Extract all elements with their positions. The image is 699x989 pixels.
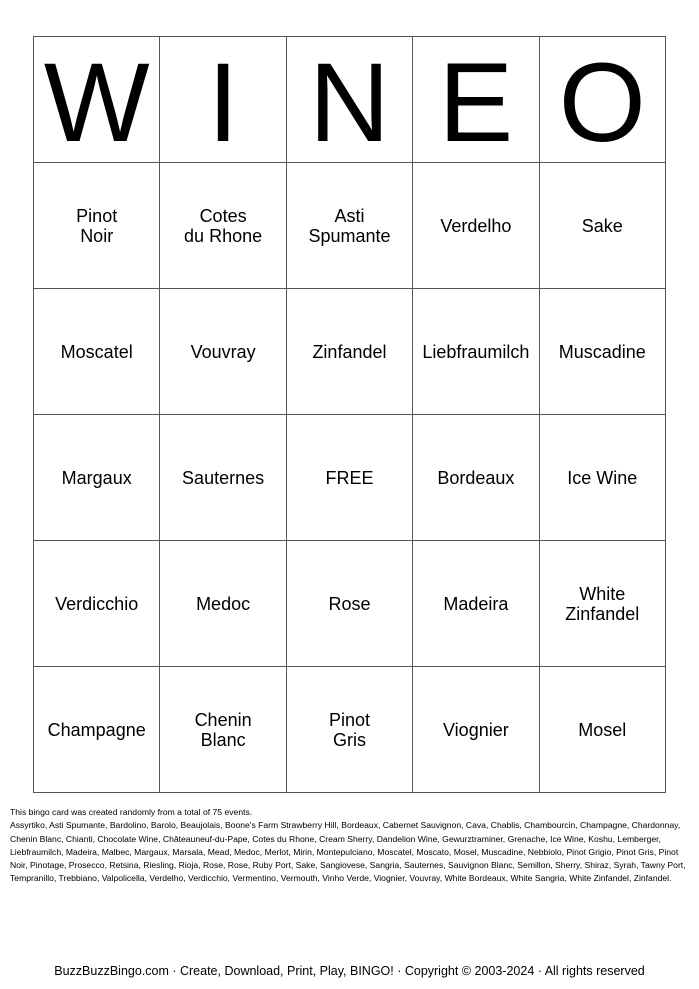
bingo-cell: Ice Wine (539, 415, 665, 541)
bingo-cell: Sake (539, 163, 665, 289)
bingo-cell: Chenin Blanc (160, 667, 286, 793)
bingo-cell: Vouvray (160, 289, 286, 415)
bingo-cell: Pinot Noir (34, 163, 160, 289)
bingo-cell: White Zinfandel (539, 541, 665, 667)
bingo-cell: Verdicchio (34, 541, 160, 667)
bingo-cell: Asti Spumante (286, 163, 412, 289)
bingo-cell: Sauternes (160, 415, 286, 541)
bingo-cell: Mosel (539, 667, 665, 793)
bingo-cell: Cotes du Rhone (160, 163, 286, 289)
bingo-cell: Madeira (413, 541, 539, 667)
bingo-header-row (34, 37, 666, 163)
bingo-cell: Medoc (160, 541, 286, 667)
bingo-cell: Zinfandel (286, 289, 412, 415)
bingo-cell: Pinot Gris (286, 667, 412, 793)
bingo-cell: Rose (286, 541, 412, 667)
card-notes (10, 806, 690, 886)
bingo-cell: Muscadine (539, 289, 665, 415)
free-space-cell: FREE (286, 415, 412, 541)
bingo-cell: Liebfraumilch (413, 289, 539, 415)
bingo-row (34, 667, 666, 793)
bingo-cell: Viognier (413, 667, 539, 793)
bingo-row (34, 163, 666, 289)
bingo-cell: Champagne (34, 667, 160, 793)
bingo-cell: Bordeaux (413, 415, 539, 541)
header-letter-i: I (160, 37, 286, 163)
header-letter-w: W (34, 37, 160, 163)
header-letter-o: O (539, 37, 665, 163)
notes-event-list: Assyrtiko, Asti Spumante, Bardolino, Barolo, Beaujolais, Boone's Farm Strawberry Hill, Bordeaux, Cabernet Sauvignon, Cava, Chablis, Chambourcin, Champagne, Chardonnay, Chenin Blanc, Chianti, Chocolate Wine, Châteauneuf-du-Pape, Cotes du Rhone, Cream Sherry, Dandelion Wine, Gewurztraminer, Grenache, Ice Wine, Koshu, Lemberger, Liebfraumilch, Madeira, Malbec, Margaux, Marsala, Mead, Medoc, Merlot, Mirin, Montepulciano, Moscatel, Moscato, Mosel, Muscadine, Nebbiolo, Pinot Grigio, Pinot Gris, Pinot Noir, Pinotage, Prosecco, Retsina, Riesling, Rioja, Rose, Rose, Ruby Port, Sake, Sangiovese, Sangria, Sauternes, Sauvignon Blanc, Semillon, Sherry, Shiraz, Syrah, Tawny Port, Tempranillo, Trebbiano, Valpolicella, Verdelho, Verdicchio, Vermentino, Vermouth, Vinho Verde, Viognier, Vouvray, White Bordeaux, White Sangria, White Zinfandel, Zinfandel. (10, 820, 686, 884)
page-footer: BuzzBuzzBingo.com · Create, Download, Print, Play, BINGO! · Copyright © 2003-2024 · All rights reserved (54, 964, 645, 978)
bingo-cell: Verdelho (413, 163, 539, 289)
header-letter-e: E (413, 37, 539, 163)
bingo-row (34, 415, 666, 541)
header-letter-n: N (286, 37, 412, 163)
bingo-cell: Moscatel (34, 289, 160, 415)
bingo-cell: Margaux (34, 415, 160, 541)
bingo-row (34, 289, 666, 415)
bingo-card (33, 36, 666, 793)
bingo-row (34, 541, 666, 667)
notes-intro: This bingo card was created randomly from a total of 75 events. (10, 807, 253, 817)
